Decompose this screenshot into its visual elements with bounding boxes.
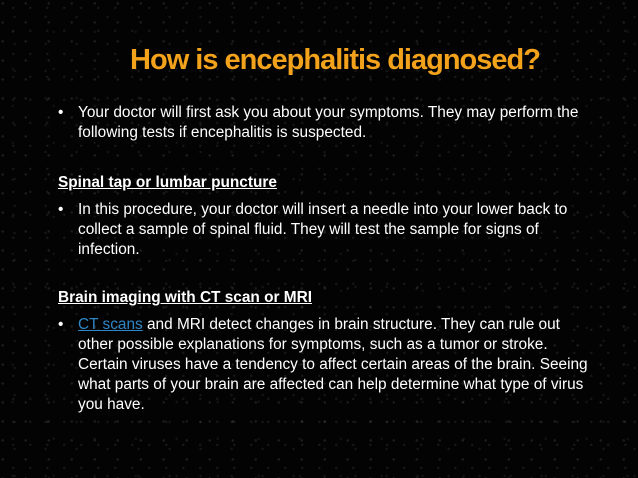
spinal-tap-bullet (58, 200, 593, 260)
bullet-marker: • (58, 201, 64, 218)
bullet-marker: • (58, 104, 64, 121)
slide-body (58, 103, 593, 415)
slide-title: How is encephalitis diagnosed? (130, 44, 540, 76)
spinal-tap-text: In this procedure, your doctor will insert a needle into your lower back to collect a sample of spinal fluid. They will test the sample for signs of infection. (78, 201, 568, 258)
intro-bullet (58, 103, 593, 143)
intro-text: Your doctor will first ask you about your symptoms. They may perform the following tests if encephalitis is suspected. (78, 104, 579, 141)
bullet-marker: • (58, 316, 64, 333)
section-heading-spinal-tap: Spinal tap or lumbar puncture (58, 174, 277, 191)
ct-scans-link[interactable]: CT scans (78, 316, 143, 333)
brain-imaging-text: and MRI detect changes in brain structure. They can rule out other possible explanations for symptoms, such as a tumor or stroke. Certain viruses have a tendency to affect certain areas of the brain. Seeing what parts of your brain are affected can help determine what type of virus you have. (78, 316, 588, 413)
section-heading-brain-imaging: Brain imaging with CT scan or MRI (58, 289, 312, 306)
brain-imaging-bullet (58, 315, 593, 415)
